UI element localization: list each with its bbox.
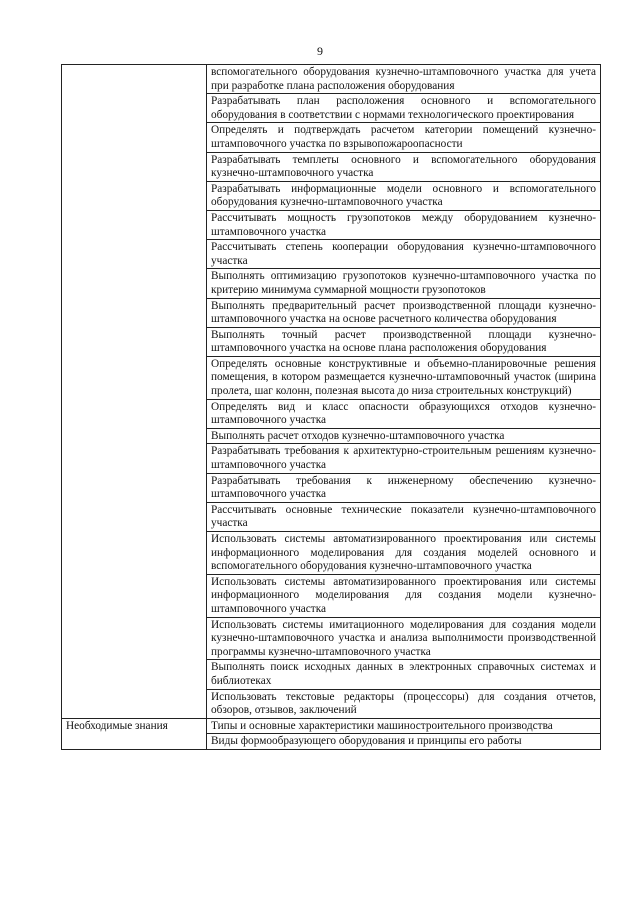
requirement-item: Разрабатывать план расположения основного и вспомогательного оборудования в соответствии с нормами технологического проектирования: [207, 94, 601, 123]
table-row: [62, 718, 601, 734]
requirement-item: Использовать системы автоматизированного проектирования или системы информационного моделирования для создания моделей основного и вспомогательного оборудования кузнечно-штамповочного участка: [207, 532, 601, 575]
requirement-item: Разрабатывать информационные модели основного и вспомогательного оборудования кузнечно-штамповочного участка: [207, 181, 601, 210]
section-label: [62, 65, 207, 719]
requirement-item: Разрабатывать требования к архитектурно-строительным решениям кузнечно-штамповочного участка: [207, 444, 601, 473]
requirement-item: Разрабатывать темплеты основного и вспомогательного оборудования кузнечно-штамповочного участка: [207, 152, 601, 181]
requirement-item: Рассчитывать степень кооперации оборудования кузнечно-штамповочного участка: [207, 240, 601, 269]
requirement-item: Рассчитывать мощность грузопотоков между оборудованием кузнечно-штамповочного участка: [207, 210, 601, 239]
requirement-item: Типы и основные характеристики машиностроительного производства: [207, 718, 601, 734]
requirement-item: Определять основные конструктивные и объемно-планировочные решения помещения, в котором размещается кузнечно-штамповочный участок (ширина пролета, шаг колонн, полезная высота до низа строительных конструкций): [207, 356, 601, 399]
requirement-item: Определять и подтверждать расчетом категории помещений кузнечно-штамповочного участка по взрывопожароопасности: [207, 123, 601, 152]
requirement-item: Выполнять поиск исходных данных в электронных справочных системах и библиотеках: [207, 660, 601, 689]
requirements-table: [61, 64, 601, 750]
requirement-item: Разрабатывать требования к инженерному обеспечению кузнечно-штамповочного участка: [207, 473, 601, 502]
section-label: Необходимые знания: [62, 718, 207, 749]
requirement-item: Виды формообразующего оборудования и принципы его работы: [207, 734, 601, 750]
requirement-item: Выполнять расчет отходов кузнечно-штамповочного участка: [207, 428, 601, 444]
requirement-item: Выполнять предварительный расчет производственной площади кузнечно-штамповочного участка на основе расчетного количества оборудования: [207, 298, 601, 327]
requirement-item: Использовать системы имитационного моделирования для создания модели кузнечно-штамповочного участка и анализа выполнимости производственной программы кузнечно-штамповочного участка: [207, 617, 601, 660]
page-number: 9: [317, 44, 323, 58]
requirements-table-body: [62, 65, 601, 750]
requirement-item: вспомогательного оборудования кузнечно-штамповочного участка для учета при разработке плана расположения оборудования: [207, 65, 601, 94]
requirement-item: Использовать системы автоматизированного проектирования или системы информационного моделирования для создания модели кузнечно-штамповочного участка: [207, 574, 601, 617]
table-row: [62, 65, 601, 94]
requirement-item: Определять вид и класс опасности образующихся отходов кузнечно-штамповочного участка: [207, 399, 601, 428]
requirement-item: Выполнять оптимизацию грузопотоков кузнечно-штамповочного участка по критерию минимума суммарной мощности грузопотоков: [207, 269, 601, 298]
requirement-item: Выполнять точный расчет производственной площади кузнечно-штамповочного участка на основе плана расположения оборудования: [207, 327, 601, 356]
requirement-item: Использовать текстовые редакторы (процессоры) для создания отчетов, обзоров, отзывов, заключений: [207, 689, 601, 718]
requirement-item: Рассчитывать основные технические показатели кузнечно-штамповочного участка: [207, 502, 601, 531]
